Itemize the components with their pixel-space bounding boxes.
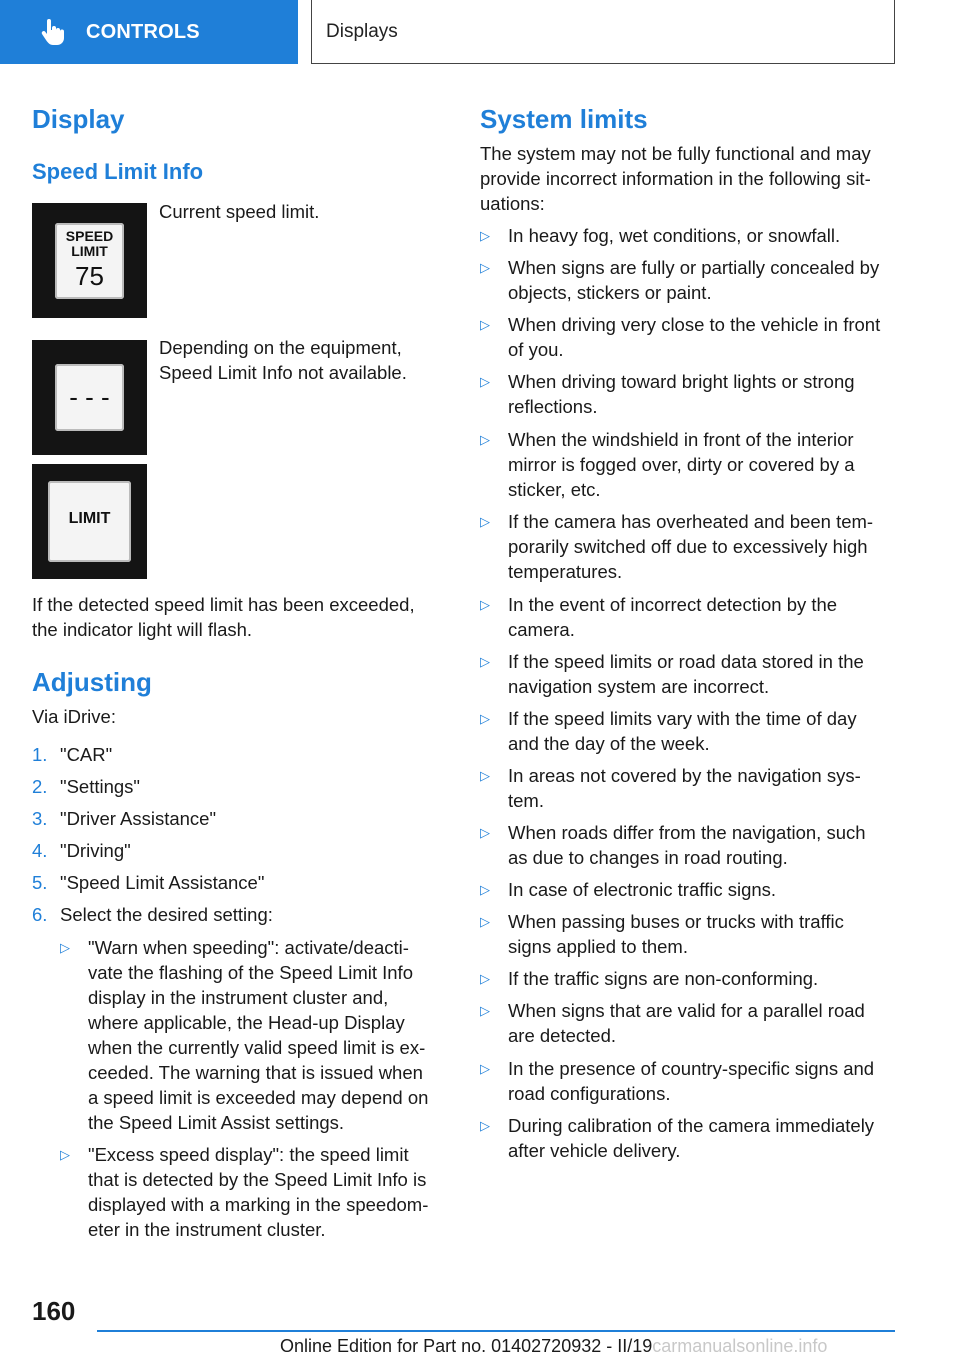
limit-bullet-text: When passing buses or trucks with traffic signs applied to them. (508, 911, 844, 957)
page-topic (311, 0, 895, 64)
system-limits-intro: The system may not be fully functional and may provide incorrect information in the following sit- uations: (480, 143, 871, 214)
limit-bullet-text: When signs that are valid for a parallel road are detected. (508, 1000, 865, 1046)
step-number: 3. (32, 808, 48, 829)
limit-bullet-text: When driving toward bright lights or strong reflections. (508, 371, 855, 417)
edition-text: Online Edition for Part no. 01402720932 - II/19 (280, 1336, 653, 1356)
speed-limit-75-icon (32, 203, 147, 318)
limit-bullet (480, 706, 857, 756)
system-limits-title: System limits (480, 104, 648, 134)
triangle-right-icon: ▷ (480, 514, 490, 529)
limit-bullet (480, 1056, 874, 1106)
limit-bullet (480, 509, 873, 584)
triangle-right-icon: ▷ (60, 940, 70, 955)
triangle-right-icon: ▷ (480, 1118, 490, 1133)
step-text: Select the desired setting: (60, 904, 273, 925)
limit-bullet-text: If the camera has overheated and been tem- porarily switched off due to excessively high temperatures. (508, 511, 874, 582)
step-1 (32, 742, 112, 767)
speed-limit-unavailable-icon (32, 340, 147, 455)
step-number: 1. (32, 744, 48, 765)
adjusting-title: Adjusting (32, 667, 152, 697)
triangle-right-icon: ▷ (480, 260, 490, 275)
triangle-right-icon: ▷ (480, 597, 490, 612)
limit-bullet-text: In the event of incorrect detection by the camera. (508, 594, 838, 640)
limit-bullet-text: When roads differ from the navigation, such as due to changes in road routing. (508, 822, 866, 868)
hand-pointer-icon (38, 18, 66, 46)
step-number: 4. (32, 840, 48, 861)
limit-bullet (480, 592, 837, 642)
limit-bullet (480, 255, 879, 305)
step-2 (32, 774, 140, 799)
limit-bullet (480, 763, 861, 813)
sub-bullet-text: "Warn when speeding": activate/deacti- vate the flashing of the Speed Limit Info display in the instrument cluster and, where applicable, the Head-up Display when the currently valid speed limit is ex- ceeded. The warning that is issued when a speed limit is exceeded may depend on the Speed Limit Assist settings. (88, 937, 429, 1133)
section-tab-controls (0, 0, 298, 64)
step-number: 5. (32, 872, 48, 893)
triangle-right-icon: ▷ (480, 654, 490, 669)
triangle-right-icon: ▷ (480, 374, 490, 389)
limit-bullet (480, 966, 818, 991)
watermark: carmanualsonline.info (652, 1336, 828, 1356)
limit-bullet-text: In heavy fog, wet conditions, or snowfall. (508, 225, 841, 246)
page-number: 160 (32, 1296, 76, 1326)
page-title: Display (32, 104, 125, 134)
triangle-right-icon: ▷ (60, 1147, 70, 1162)
limit-bullet (480, 877, 776, 902)
limit-bullet-text: When signs are fully or partially concealed by objects, stickers or paint. (508, 257, 880, 303)
sub-bullet-text: "Excess speed display": the speed limit that is detected by the Speed Limit Info is displayed with a marking in the speedom- eter in the instrument cluster. (88, 1144, 429, 1240)
limit-bullet-text: In the presence of country-specific signs and road configurations. (508, 1058, 875, 1104)
limit-bullet (480, 820, 866, 870)
step-4 (32, 838, 131, 863)
step-3 (32, 806, 216, 831)
subtitle-speed-limit-info: Speed Limit Info (32, 159, 204, 184)
sub-bullet-excess (60, 1142, 428, 1242)
sign-text-speed: SPEED (65, 228, 114, 244)
triangle-right-icon: ▷ (480, 1061, 490, 1076)
triangle-right-icon: ▷ (480, 317, 490, 332)
triangle-right-icon: ▷ (480, 768, 490, 783)
footer-edition (280, 1336, 827, 1357)
not-available-text: Depending on the equipment, Speed Limit Info not available. (159, 337, 407, 383)
step-text: "Speed Limit Assistance" (60, 872, 265, 893)
step-number: 2. (32, 776, 48, 797)
limit-bullet (480, 649, 864, 699)
limit-bullet-text: In areas not covered by the navigation sys- tem. (508, 765, 861, 811)
triangle-right-icon: ▷ (480, 882, 490, 897)
step-text: "Driver Assistance" (60, 808, 217, 829)
limit-bullet-text: During calibration of the camera immediately after vehicle delivery. (508, 1115, 875, 1161)
triangle-right-icon: ▷ (480, 1003, 490, 1018)
sub-bullet-warn (60, 935, 428, 1135)
sign-limit-text: LIMIT (68, 510, 111, 527)
limit-indicator-icon (32, 464, 147, 579)
triangle-right-icon: ▷ (480, 825, 490, 840)
step-5 (32, 870, 264, 895)
limit-bullet-text: If the traffic signs are non-conforming. (508, 968, 819, 989)
triangle-right-icon: ▷ (480, 711, 490, 726)
step-6 (32, 902, 273, 927)
sign-text-limit: LIMIT (71, 243, 108, 259)
limit-bullet (480, 223, 840, 248)
limit-bullet (480, 998, 865, 1048)
page-topic-label: Displays (326, 20, 398, 42)
sign-dashes: - - - (69, 382, 110, 412)
limit-bullet-text: If the speed limits vary with the time of day and the day of the week. (508, 708, 857, 754)
limit-bullet (480, 1113, 874, 1163)
limit-bullet-text: When the windshield in front of the interior mirror is fogged over, dirty or covered by a sticker, etc. (508, 429, 855, 500)
footer-divider (97, 1330, 895, 1332)
limit-bullet-text: When driving very close to the vehicle in front of you. (508, 314, 881, 360)
section-label: CONTROLS (86, 20, 200, 43)
current-speed-limit-text: Current speed limit. (159, 201, 320, 222)
limit-bullet-text: If the speed limits or road data stored in the navigation system are incorrect. (508, 651, 864, 697)
triangle-right-icon: ▷ (480, 432, 490, 447)
limit-bullet (480, 312, 880, 362)
triangle-right-icon: ▷ (480, 228, 490, 243)
exceeded-text: If the detected speed limit has been exceeded, the indicator light will flash. (32, 594, 415, 640)
limit-bullet (480, 369, 855, 419)
limit-bullet (480, 427, 855, 502)
limit-bullet (480, 909, 844, 959)
step-text: "Driving" (60, 840, 131, 861)
limit-bullet-text: In case of electronic traffic signs. (508, 879, 777, 900)
sign-value-75: 75 (75, 261, 104, 291)
step-text: "CAR" (60, 744, 113, 765)
triangle-right-icon: ▷ (480, 914, 490, 929)
step-text: "Settings" (60, 776, 140, 797)
step-number: 6. (32, 904, 48, 925)
via-idrive-text: Via iDrive: (32, 706, 116, 727)
triangle-right-icon: ▷ (480, 971, 490, 986)
